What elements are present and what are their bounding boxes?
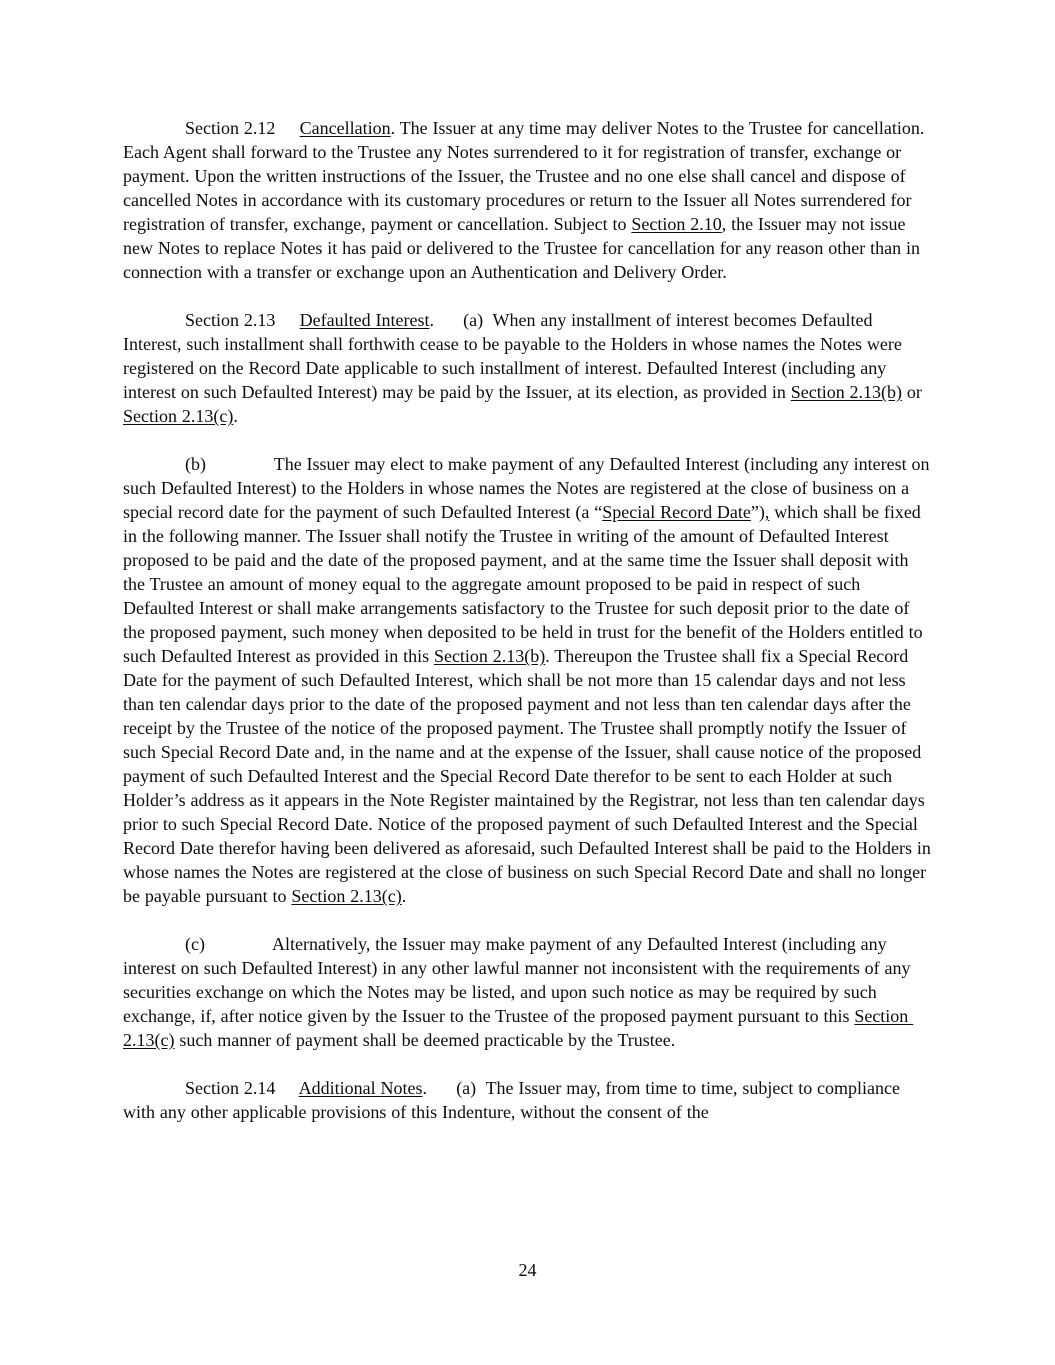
paragraph-section-2-13-c (123, 932, 933, 1052)
text-run: such manner of payment shall be deemed practicable by the Trustee. (174, 1030, 676, 1050)
underlined-text-run: Section 2.13(c) (291, 886, 402, 906)
underlined-text-run: Special Record Date (602, 502, 751, 522)
text-run: , the Issuer may not issue new Notes to replace Notes it has paid or delivered to the Trustee for cancellation for any reason other than in connection with a transfer or exchange upon an Authentication and Delivery Order. (123, 214, 925, 282)
underlined-text-run: Section 2.13(b) (433, 646, 546, 666)
text-run: . (401, 886, 407, 906)
paragraph-section-2-12-cancellation (123, 116, 933, 284)
underlined-text-run: Cancellation (299, 118, 391, 138)
underlined-text-run: Section 2.10 (631, 214, 722, 234)
paragraph-section-2-13-defaulted-interest-a (123, 308, 933, 428)
paragraph-section-2-14-additional-notes (123, 1076, 933, 1124)
underlined-text-run: Section 2.13(c) (123, 406, 234, 426)
text-run: Section 2.14 (185, 1078, 299, 1098)
text-run: (b) The Issuer may elect to make payment of any Defaulted Interest (including any interest on such Defaulted Interest) to the Holders in whose names the Notes are registered at the close of business on a special record date for the payment of such Defaulted Interest (a “ (123, 454, 935, 522)
underlined-text-run: Defaulted Interest (299, 310, 430, 330)
text-run: which shall be fixed in the following manner. The Issuer shall notify the Trustee in writing of the amount of Defaulted Interest proposed to be paid and the date of the proposed payment, and at the same time the Issuer shall deposit with the Trustee an amount of money equal to the aggregate amount proposed to be paid in respect of such Defaulted Interest or shall make arrangements satisfactory to the Trustee for such deposit prior to the date of the proposed payment, such money when deposited to be held in trust for the benefit of the Holders entitled to such Defaulted Interest as provided in this (123, 502, 928, 666)
text-run: . (a) When any installment of interest becomes Defaulted Interest, such installment shall forthwith cease to be payable to the Holders in whose names the Notes were registered on the Record Date applicable to such installment of interest. Defaulted Interest (including any interest on such Defaulted Interest) may be paid by the Issuer, at its election, as provided in (123, 310, 907, 402)
text-run: Section 2.12 (185, 118, 300, 138)
underlined-text-run: Section 2.13(b) (790, 382, 903, 402)
text-run: or (902, 382, 927, 402)
text-run: ”) (750, 502, 765, 522)
paragraph-section-2-13-b (123, 452, 936, 908)
text-run: (c) Alternatively, the Issuer may make payment of any Defaulted Interest (including any interest on such Defaulted Interest) in any other lawful manner not inconsistent with the requirements of any securities exchange on which the Notes may be listed, and upon such notice as may be required by such exchange, if, after notice given by the Issuer to the Trustee of the proposed payment pursuant to this (123, 934, 916, 1026)
document-body (123, 116, 936, 1148)
text-run: . Thereupon the Trustee shall fix a Special Record Date for the payment of such Defaulted Interest, which shall be not more than 15 calendar days and not less than ten calendar days prior to the date of the proposed payment and not less than ten calendar days after the receipt by the Trustee of the notice of the proposed payment. The Trustee shall promptly notify the Issuer of such Special Record Date and, in the name and at the expense of the Issuer, shall cause notice of the proposed payment of such Defaulted Interest and the Special Record Date therefor to be sent to each Holder at such Holder’s address as it appears in the Note Register maintained by the Registrar, not less than ten calendar days prior to such Special Record Date. Notice of the proposed payment of such Defaulted Interest and the Special Record Date therefor having been delivered as aforesaid, such Defaulted Interest shall be paid to the Holders in whose names the Notes are registered at the close of business on such Special Record Date and shall no longer be payable pursuant to (123, 646, 936, 906)
text-run: . The Issuer at any time may deliver Notes to the Trustee for cancellation. Each Agent shall forward to the Trustee any Notes surrendered to it for registration of transfer, exchange or payment. Upon the written instructions of the Issuer, the Trustee and no one else shall cancel and dispose of cancelled Notes in accordance with its customary procedures or return to the Issuer all Notes surrendered for registration of transfer, exchange, payment or cancellation. Subject to (123, 118, 930, 234)
text-run: . (a) The Issuer may, from time to time, subject to compliance with any other applicable provisions of this Indenture, without the consent of the (123, 1078, 905, 1122)
text-run: Section 2.13 (185, 310, 300, 330)
underlined-text-run: Additional Notes (298, 1078, 423, 1098)
page-number: 24 (518, 1260, 537, 1280)
underlined-text-run: , (764, 502, 770, 522)
underlined-text-run: Section 2.13(c) (123, 1006, 914, 1050)
text-run: . (233, 406, 238, 426)
